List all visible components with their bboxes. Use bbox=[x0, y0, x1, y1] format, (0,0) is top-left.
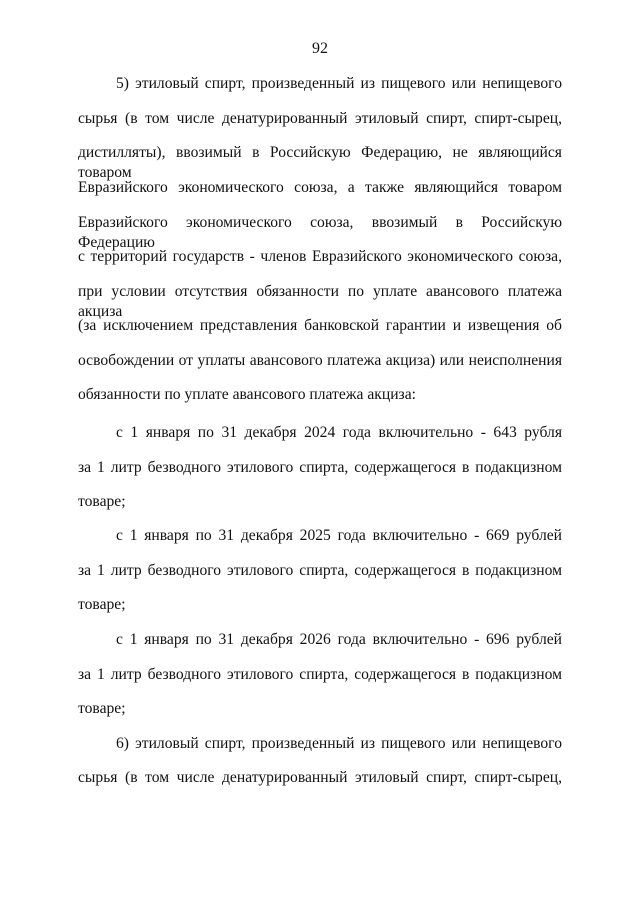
text-line: сырья (в том числе денатурированный этиловый спирт, спирт-сырец, bbox=[78, 769, 562, 786]
text-line: товаре; bbox=[78, 493, 126, 510]
text-line: (за исключением представления банковской гарантии и извещения об bbox=[78, 317, 562, 334]
text-line: с 1 января по 31 декабря 2025 года включительно - 669 рублей bbox=[116, 527, 562, 544]
text-line: с 1 января по 31 декабря 2024 года включительно - 643 рубля bbox=[116, 424, 562, 441]
text-line: с территорий государств - членов Евразийского экономического союза, bbox=[78, 248, 562, 265]
text-line: Евразийского экономического союза, а также являющийся товаром bbox=[78, 179, 562, 196]
text-line: за 1 литр безводного этилового спирта, содержащегося в подакцизном bbox=[78, 666, 562, 683]
text-line: при условии отсутствия обязанности по уплате авансового платежа акциза bbox=[78, 283, 562, 320]
text-line: обязанности по уплате авансового платежа акциза: bbox=[78, 386, 416, 403]
text-line: товаре; bbox=[78, 700, 126, 717]
text-line: товаре; bbox=[78, 596, 126, 613]
text-line: 5) этиловый спирт, произведенный из пищевого или непищевого bbox=[116, 75, 562, 92]
text-line: Евразийского экономического союза, ввозимый в Российскую Федерацию bbox=[78, 214, 562, 251]
text-line: за 1 литр безводного этилового спирта, содержащегося в подакцизном bbox=[78, 459, 562, 476]
page-number: 92 bbox=[312, 40, 328, 57]
text-line: дистилляты), ввозимый в Российскую Федерацию, не являющийся товаром bbox=[78, 144, 562, 181]
text-line: сырья (в том числе денатурированный этиловый спирт, спирт-сырец, bbox=[78, 110, 562, 127]
text-line: освобождении от уплаты авансового платежа акциза) или неисполнения bbox=[78, 352, 562, 369]
text-line: за 1 литр безводного этилового спирта, содержащегося в подакцизном bbox=[78, 562, 562, 579]
text-line: 6) этиловый спирт, произведенный из пищевого или непищевого bbox=[116, 735, 562, 752]
text-line: с 1 января по 31 декабря 2026 года включительно - 696 рублей bbox=[116, 631, 562, 648]
